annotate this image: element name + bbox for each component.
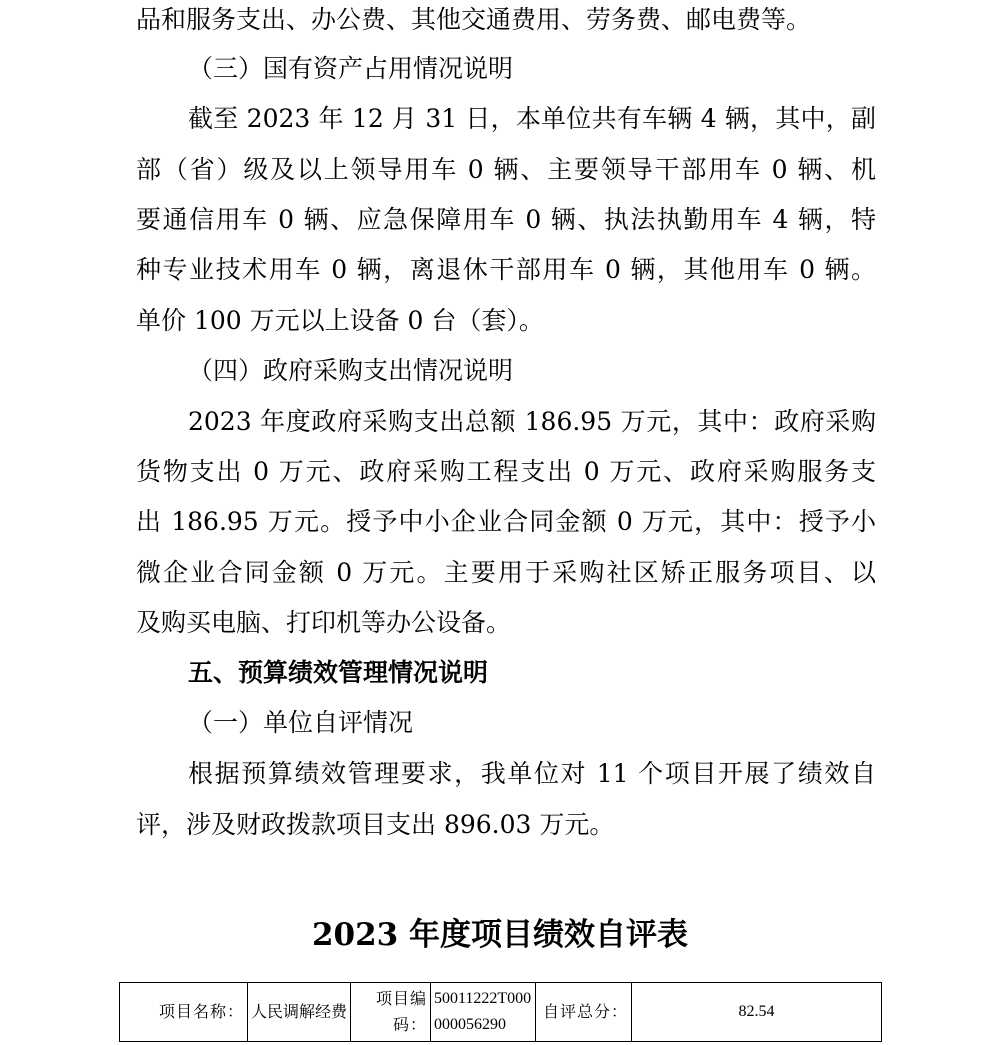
project-name-value: 人民调解经费 (248, 983, 351, 1042)
paragraph-line: 截至 2023 年 12 月 31 日，本单位共有车辆 4 辆，其中，副 (188, 104, 876, 133)
paragraph-line: 根据预算绩效管理要求，我单位对 11 个项目开展了绩效自 (188, 759, 876, 788)
paragraph-line: 2023 年度政府采购支出总额 186.95 万元，其中：政府采购 (188, 407, 876, 436)
paragraph-line: 微企业合同金额 0 万元。主要用于采购社区矫正服务项目、以 (136, 558, 876, 587)
paragraph-line: 单价 100 万元以上设备 0 台（套）。 (136, 306, 544, 335)
paragraph-line: 货物支出 0 万元、政府采购工程支出 0 万元、政府采购服务支 (136, 457, 876, 486)
paragraph-line: 评，涉及财政拨款项目支出 896.03 万元。 (136, 810, 615, 839)
section-heading-performance: 五、预算绩效管理情况说明 (188, 658, 489, 687)
paragraph-line: 及购买电脑、打印机等办公设备。 (136, 608, 512, 637)
project-name-label: 项目名称： (120, 983, 248, 1042)
table-row (120, 983, 882, 1042)
project-code-value: 50011222T000000056290 (431, 983, 536, 1042)
score-label: 自评总分： (536, 983, 632, 1042)
subsection-heading-self-eval: （一）单位自评情况 (188, 708, 414, 737)
paragraph-line: 部（省）级及以上领导用车 0 辆、主要领导干部用车 0 辆、机 (136, 155, 876, 184)
paragraph-line: 种专业技术用车 0 辆，离退休干部用车 0 辆，其他用车 0 辆。 (136, 255, 876, 284)
paragraph-line: 出 186.95 万元。授予中小企业合同金额 0 万元，其中：授予小 (136, 507, 876, 536)
paragraph-line: 要通信用车 0 辆、应急保障用车 0 辆、执法执勤用车 4 辆，特 (136, 205, 876, 234)
paragraph-line: 品和服务支出、办公费、其他交通费用、劳务费、邮电费等。 (136, 5, 812, 34)
project-eval-table (119, 982, 882, 1042)
section-heading-procurement: （四）政府采购支出情况说明 (188, 356, 514, 385)
project-code-label: 项目编码： (351, 983, 431, 1042)
table-title: 2023 年度项目绩效自评表 (311, 917, 689, 953)
score-value: 82.54 (632, 983, 882, 1042)
section-heading-assets: （三）国有资产占用情况说明 (188, 54, 514, 83)
